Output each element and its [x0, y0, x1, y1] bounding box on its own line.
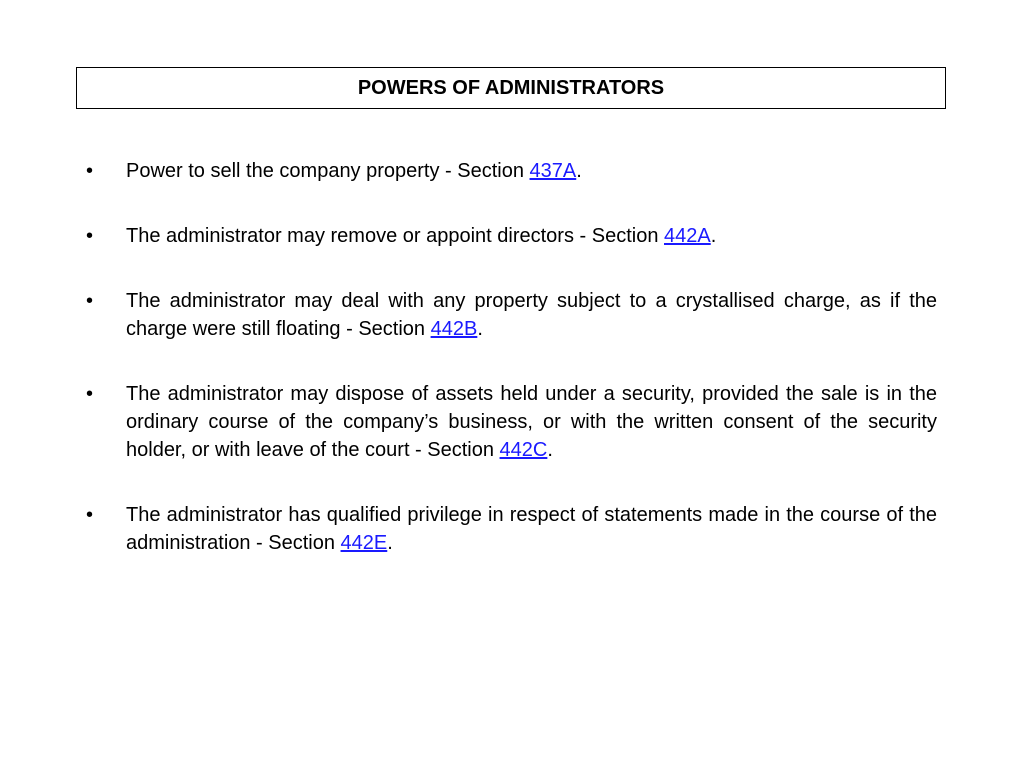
bullet-item-dispose-assets	[86, 380, 937, 464]
section-link-442c[interactable]: 442C	[499, 439, 548, 461]
bullet-marker: •	[86, 383, 94, 405]
title-box	[76, 67, 946, 109]
section-link-442a[interactable]: 442A	[664, 225, 711, 247]
bullet-marker: •	[86, 225, 94, 247]
bullet-text: The administrator has qualified privilege in respect of statements made in the course of the administration - Section	[126, 504, 937, 554]
bullet-end: .	[576, 160, 582, 182]
section-link-437a[interactable]: 437A	[529, 160, 577, 182]
bullet-text: The administrator may remove or appoint directors - Section	[126, 225, 664, 247]
bullet-item-crystallised-charge	[86, 287, 937, 343]
bullet-item-power-to-sell	[86, 157, 937, 185]
bullet-text: The administrator may deal with any property subject to a crystallised charge, as if the charge were still floating - Section	[126, 290, 937, 340]
bullet-item-remove-directors	[86, 222, 937, 250]
bullet-end: .	[547, 439, 553, 461]
section-link-442b[interactable]: 442B	[430, 318, 478, 340]
bullet-marker: •	[86, 504, 94, 526]
bullet-end: .	[387, 532, 393, 554]
bullet-marker: •	[86, 290, 94, 312]
bullet-end: .	[710, 225, 717, 247]
bullet-marker: •	[86, 160, 94, 182]
bullet-text: Power to sell the company property - Section	[126, 160, 530, 182]
bullet-item-qualified-privilege	[86, 501, 937, 557]
bullet-end: .	[477, 318, 483, 340]
bullet-list	[86, 157, 937, 557]
bullet-text: The administrator may dispose of assets held under a security, provided the sale is in the ordinary course of the company’s business, or with the written consent of the security holder, or with leave of the court - Section	[126, 383, 937, 461]
slide-title: POWERS OF ADMINISTRATORS	[357, 76, 665, 99]
section-link-442e[interactable]: 442E	[340, 532, 388, 554]
